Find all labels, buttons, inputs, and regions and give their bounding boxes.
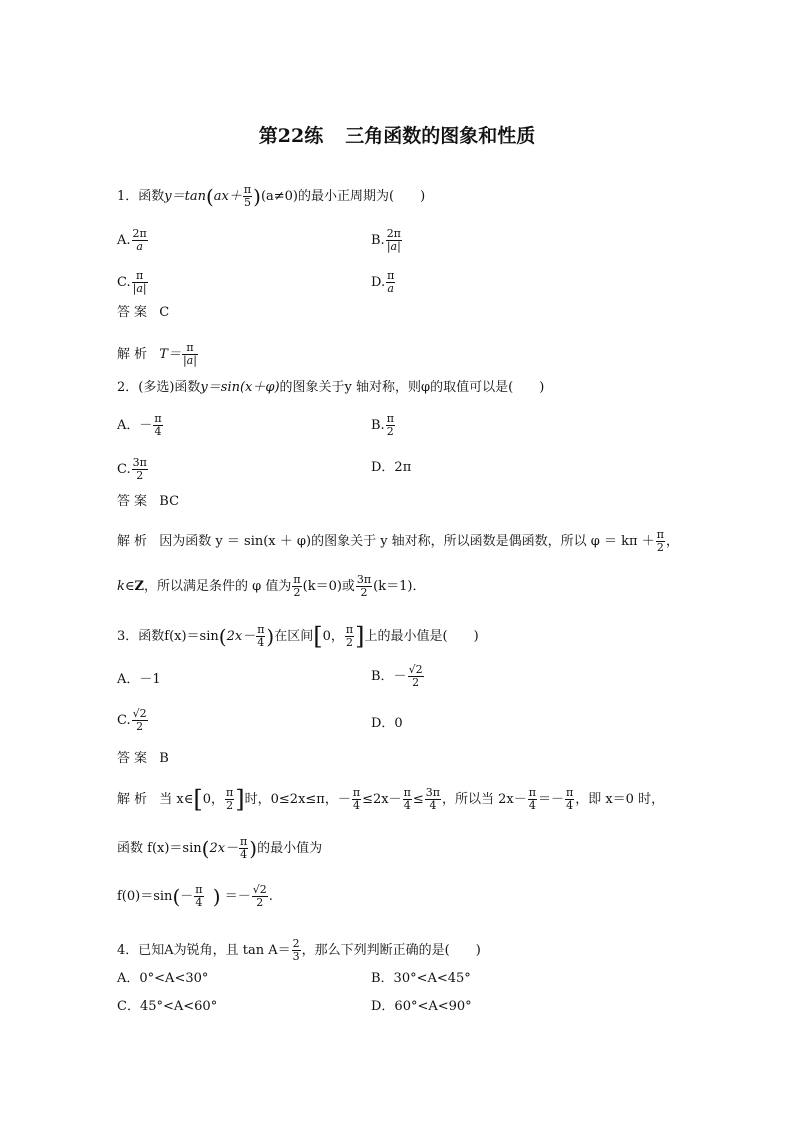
q2-analysis-line1: 解析 因为函数 y ＝ sin(x ＋ φ)的图象关于 y 轴对称，所以函数是偶函数，所以 φ ＝ kπ ＋ $\frac{\pi}{2}$ ， [117, 528, 679, 554]
q1-option-c: C. $\frac{\pi}{|a|}$ [117, 269, 147, 295]
lesson-number: 第22练 [258, 125, 324, 147]
fraction: $\frac{\pi}{4}$ [565, 786, 574, 812]
q1-analysis: 解析 T＝ $\frac{\pi}{|a|}$ [117, 341, 197, 367]
q3-option-c: C. $\frac{√2}{2}$ [117, 707, 147, 733]
q4-option-d: D．60°<A<90° [371, 999, 472, 1014]
q2-analysis-line2: k∈Z，所以满足条件的 φ 值为 $\frac{\pi}{2}$ (k＝0)或 $\frac{3\pi}{2}$ (k＝1)． [117, 573, 426, 599]
q2-option-b: B. $\frac{\pi}{2}$ [371, 412, 394, 438]
q1-option-a: A. $\frac{2\pi}{a}$ [117, 227, 147, 253]
fraction: $\frac{3\pi}{2}$ [132, 456, 147, 482]
q4-option-b: B．30°<A<45° [371, 971, 471, 986]
q3-analysis-line1: 解析 当 x∈[0， $\frac{\pi}{2}$ ]时，0≤2x≤π，－ $\frac{\pi}{4}$ ≤2x－ $\frac{\pi}{4}$ ≤ $\frac{3\pi}{4}$ ，所以当 2x－ $\frac{\pi}{4}$ ＝－ $\frac{\pi}{4}$ ，即 x＝0 时， [117, 785, 665, 814]
q3-stem: 3．函数f(x)＝sin(2x－ $\frac{\pi}{4}$ )在区间[0， $\frac{\pi}{2}$ ]上的最小值是( ) [117, 622, 479, 651]
q3-option-b: B．－ $\frac{√2}{2}$ [371, 663, 423, 689]
fraction: $\frac{\pi}{2}$ [226, 786, 234, 812]
lesson-topic: 三角函数的图象和性质 [345, 125, 536, 147]
fraction: $\frac{3\pi}{4}$ [425, 786, 440, 812]
fraction: $\frac{√2}{2}$ [132, 707, 147, 733]
q2-option-d: D．2π [371, 460, 412, 475]
q1-answer: 答案 C [117, 305, 170, 320]
q1-stem: 1．函数y＝tan(ax＋ $\frac{\pi}{5}$ )(a≠0)的最小正周期为( ) [117, 183, 426, 209]
fraction: $\frac{\pi}{2}$ [293, 573, 301, 599]
q3-option-a: A．－1 [117, 672, 161, 687]
fraction: $\frac{√2}{2}$ [408, 663, 423, 689]
q3-answer: 答案 B [117, 751, 169, 766]
q1-option-d: D. $\frac{\pi}{a}$ [371, 269, 395, 295]
fraction: $\frac{\pi}{a}$ [387, 269, 395, 295]
q2-option-a: A．－ $\frac{\pi}{4}$ [117, 412, 162, 438]
q4-stem: 4．已知A为锐角，且 tan A＝ $\frac{2}{3}$ ，那么下列判断正确的是( ) [117, 937, 481, 963]
q2-answer: 答案 BC [117, 494, 180, 509]
fraction: $\frac{\pi}{|a|}$ [182, 341, 197, 367]
q3-analysis-line2: 函数 f(x)＝sin(2x－ $\frac{\pi}{4}$ )的最小值为 [117, 835, 323, 861]
fraction: $\frac{\pi}{4}$ [195, 883, 203, 909]
fraction: $\frac{2}{3}$ [292, 937, 300, 963]
fraction: $\frac{√2}{2}$ [252, 883, 267, 909]
fraction: $\frac{\pi}{4}$ [403, 786, 411, 812]
q1-option-b: B. $\frac{2\pi}{|a|}$ [371, 227, 401, 253]
fraction: $\frac{2\pi}{|a|}$ [386, 227, 401, 253]
q3-option-d: D．0 [371, 716, 403, 731]
fraction: $\frac{\pi}{2}$ [656, 528, 664, 554]
fraction: $\frac{\pi}{2}$ [345, 623, 354, 649]
q4-option-a: A．0°<A<30° [117, 971, 209, 986]
q3-analysis-line3: f(0)＝sin(－ $\frac{\pi}{4}$ ) ＝－ $\frac{√2}{2}$ . [117, 883, 273, 909]
fraction: $\frac{\pi}{4}$ [528, 786, 536, 812]
fraction: $\frac{\pi}{4}$ [154, 412, 162, 438]
fraction: $\frac{\pi}{2}$ [386, 412, 394, 438]
fraction: $\frac{3\pi}{2}$ [356, 573, 372, 599]
fraction: $\frac{\pi}{4}$ [352, 786, 361, 812]
fraction: $\frac{\pi}{|a|}$ [132, 269, 147, 295]
fraction: $\frac{2\pi}{a}$ [132, 227, 147, 253]
page-title [0, 124, 794, 148]
fraction: $\frac{\pi}{4}$ [257, 623, 265, 649]
fraction: $\frac{\pi}{4}$ [240, 835, 248, 861]
q2-option-c: C. $\frac{3\pi}{2}$ [117, 456, 147, 482]
fraction: $\frac{\pi}{5}$ [243, 183, 252, 209]
q2-stem: 2．(多选)函数y＝sin(x＋φ)的图象关于y 轴对称，则φ的取值可以是( ) [117, 380, 545, 395]
q4-option-c: C．45°<A<60° [117, 999, 218, 1014]
